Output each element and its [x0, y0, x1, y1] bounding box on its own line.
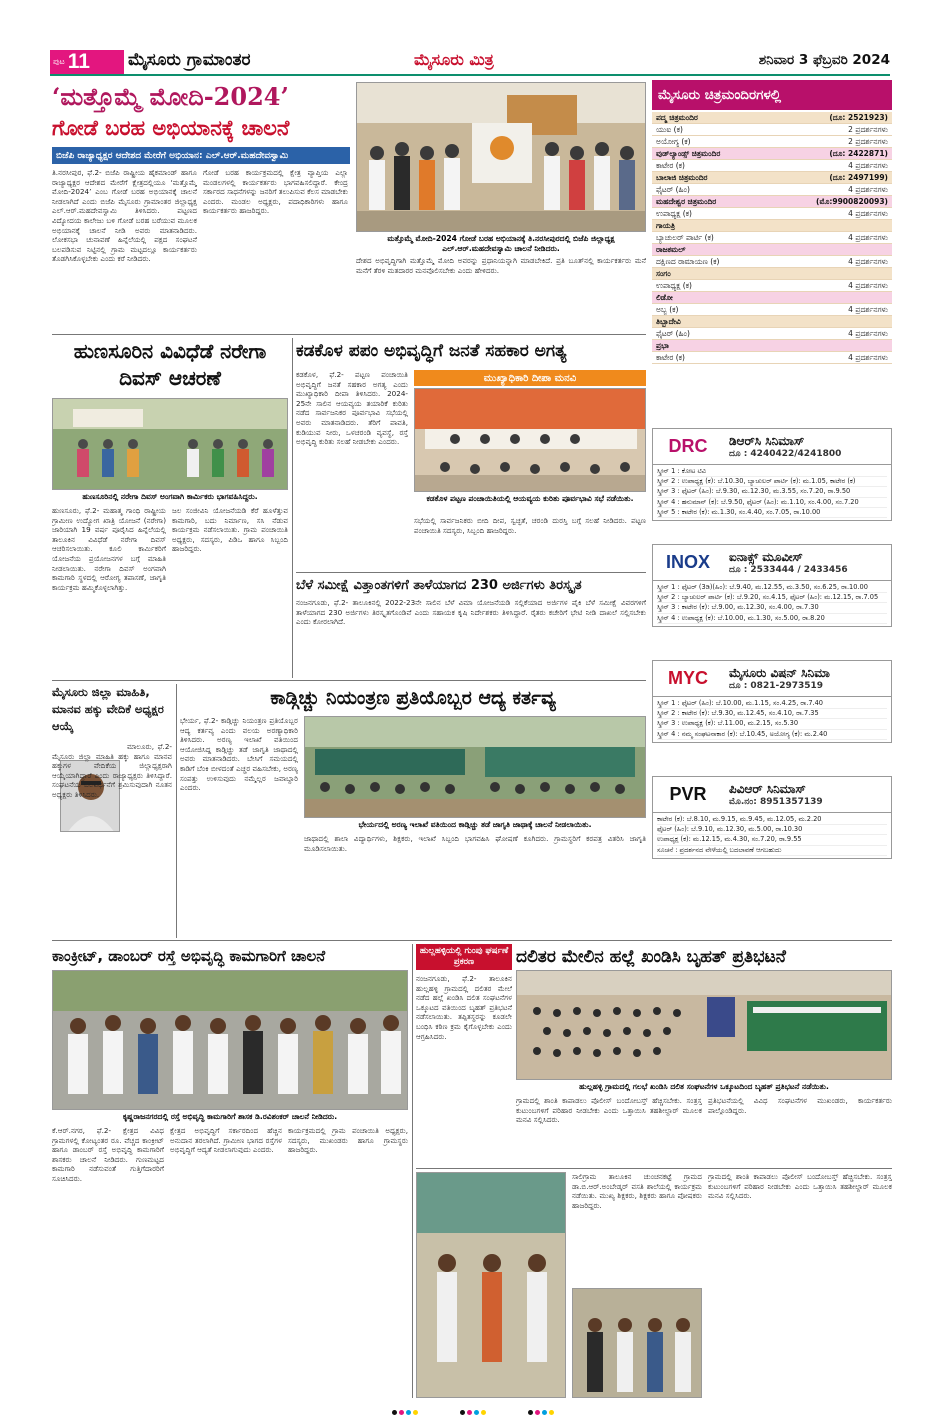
- multiplex-title-block: [723, 661, 891, 696]
- theatre-header: [652, 196, 892, 208]
- multiplex-showtimes: [653, 813, 891, 858]
- multiplex-title-block: [723, 545, 891, 580]
- protest-body-col2: ಗ್ರಾಮದಲ್ಲಿ ಶಾಂತಿ ಕಾಪಾಡಲು ಪೊಲೀಸ್ ಬಂದೋಬಸ್ತ್ ಹೆಚ್ಚಿಸಬೇಕು. ಸಂತ್ರಸ್ತ ಕುಟುಂಬಗಳಿಗೆ ಪರಿಹಾರ ನೀಡಬೇಕು ಎಂದು ಒತ್ತಾಯಿಸಿ ತಹಶೀಲ್ದಾರ್ ಮೂಲಕ ಮನವಿ ಸಲ್ಲಿಸಿದರು.: [516, 1096, 702, 1125]
- road-body-col3: ಕಾರ್ಯಕ್ರಮದಲ್ಲಿ ಗ್ರಾಮ ಪಂಚಾಯಿತಿ ಅಧ್ಯಕ್ಷರು, ಸದಸ್ಯರು, ಮುಖಂಡರು ಹಾಗೂ ಗ್ರಾಮಸ್ಥರು ಹಾಜರಿದ್ದರು.: [288, 1126, 408, 1155]
- multiplex-block: [652, 776, 892, 859]
- showtime-row: ಸ್ಕ್ರೀನ್ 4 : ಹನುಮಾನ್ (ಕ): ಬೆ.9.50, ಫೈಟರ್ (ಹಿಂ): ಮ.1.10, ಸಂ.4.00, ಸಂ.7.20: [657, 498, 887, 508]
- protest-headline: ದಲಿತರ ಮೇಲಿನ ಹಲ್ಲೆ ಖಂಡಿಸಿ ಬೃಹತ್ ಪ್ರತಿಭಟನೆ: [516, 947, 786, 967]
- film-shows: 4 ಪ್ರದರ್ಶನಗಳು: [848, 352, 888, 362]
- multiplex-header: [653, 429, 891, 465]
- multiplex-showtimes: [653, 465, 891, 520]
- cinema-table: [652, 112, 892, 364]
- protest-tag: ಹುಲ್ಲಹಳ್ಳಿಯಲ್ಲಿ ಗುಂಪು ಘರ್ಷಣೆ ಪ್ರಕರಣ: [416, 944, 512, 970]
- multiplex-header: [653, 545, 891, 581]
- protest-body-col3: ಪ್ರತಿಭಟನೆಯಲ್ಲಿ ವಿವಿಧ ಸಂಘಟನೆಗಳ ಮುಖಂಡರು, ಕಾರ್ಯಕರ್ತರು ಪಾಲ್ಗೊಂಡಿದ್ದರು.: [708, 1096, 892, 1115]
- fire-photo: [304, 716, 646, 818]
- showtime-row: ಸ್ಕ್ರೀನ್ 2 : ಉಪಾಧ್ಯಕ್ಷ (ಕ): ಬೆ.10.30, ಬ್ಯಾಚುಲರ್ ಪಾರ್ಟಿ (ಕ): ಮ.1.05, ಕಾಟೇರ (ಕ): [657, 477, 887, 487]
- hunsur-photo: [52, 398, 288, 490]
- multiplex-name: ಡಿಆರ್‌ಸಿ ಸಿನಿಮಾಸ್: [729, 434, 805, 448]
- film-shows: 4 ಪ್ರದರ್ಶನಗಳು: [848, 328, 888, 338]
- rights-headline: ಮೈಸೂರು ಜಿಲ್ಲಾ ಮಾಹಿತಿ, ಮಾನವ ಹಕ್ಕು ವೇದಿಕೆ ಅಧ್ಯಕ್ಷರ ಆಯ್ಕೆ: [52, 685, 164, 733]
- rule: [296, 572, 646, 573]
- rule: [52, 940, 892, 941]
- protest-body-col1: ನಂಜನಗೂಡು, ಫೆ.2- ತಾಲೂಕಿನ ಹುಲ್ಲಹಳ್ಳಿ ಗ್ರಾಮದಲ್ಲಿ ದಲಿತರ ಮೇಲೆ ನಡೆದ ಹಲ್ಲೆ ಖಂಡಿಸಿ ದಲಿತ ಸಂಘಟನೆಗಳ ಒಕ್ಕೂಟದ ವತಿಯಿಂದ ಬೃಹತ್ ಪ್ರತಿಭಟನೆ ನಡೆಸಲಾಯಿತು. ತಪ್ಪಿತಸ್ಥರನ್ನು ಕೂಡಲೇ ಬಂಧಿಸಿ ಕಠಿಣ ಕ್ರಮ ಕೈಗೊಳ್ಳಬೇಕು ಎಂದು ಆಗ್ರಹಿಸಿದರು.: [416, 974, 512, 1041]
- fire-body-col2: ಜಾಥಾದಲ್ಲಿ ಶಾಲಾ ವಿದ್ಯಾರ್ಥಿಗಳು, ಶಿಕ್ಷಕರು, ಇಲಾಖೆ ಸಿಬ್ಬಂದಿ ಭಾಗವಹಿಸಿ ಘೋಷಣೆ ಕೂಗಿದರು. ಗ್ರಾಮಸ್ಥರಿಗೆ ಕರಪತ್ರ ವಿತರಿಸಿ ಜಾಗೃತಿ ಮೂಡಿಸಲಾಯಿತು.: [304, 834, 646, 853]
- lead-strap: ಬಿಜೆಪಿ ರಾಜ್ಯಾಧ್ಯಕ್ಷರ ಆದೇಶದ ಮೇರೆಗೆ ಅಭಿಯಾನ: ಎಲ್.ಆರ್.ಮಹದೇವಸ್ವಾಮಿ: [52, 147, 350, 164]
- rule: [176, 684, 177, 938]
- showtime-row: ಉಪಾಧ್ಯಕ್ಷ (ಕ): ಮ.12.15, ಮ.4.30, ಸಂ.7.20, ರಾ.9.55: [657, 835, 887, 845]
- hunsur-headline: ಹುಣಸೂರಿನ ವಿವಿಧೆಡೆ ನರೇಗಾ ದಿವಸ್ ಆಚರಣೆ: [73, 339, 267, 390]
- protest-caption: ಹುಲ್ಲಹಳ್ಳಿ ಗ್ರಾಮದಲ್ಲಿ ಗಲಭೆ ಖಂಡಿಸಿ ದಲಿತ ಸಂಘಟನೆಗಳ ಒಕ್ಕೂಟದಿಂದ ಬೃಹತ್ ಪ್ರತಿಭಟನೆ ನಡೆಯಿತು.: [579, 1082, 829, 1091]
- film-row: [652, 184, 892, 196]
- showtime-row: ಸ್ಕ್ರೀನ್ 5 : ಕಾಟೇರ (ಕ): ಮ.1.30, ಸಂ.4.40, ಸಂ.7.05, ರಾ.10.00: [657, 508, 887, 518]
- issue-date: ಶನಿವಾರ 3 ಫೆಬ್ರವರಿ 2024: [758, 52, 890, 68]
- multiplex-logo: MYC: [668, 668, 708, 688]
- film-title: ಕಾಟೇರ (ಕ): [656, 352, 685, 362]
- kadakola-body-col2: ಸಭೆಯಲ್ಲಿ ಸಾರ್ವಜನಿಕರು ಬೀದಿ ದೀಪ, ಸ್ವಚ್ಛತೆ, ಚರಂಡಿ ದುರಸ್ತಿ ಬಗ್ಗೆ ಸಲಹೆ ನೀಡಿದರು. ಪಟ್ಟಣ ಪಂಚಾಯಿತಿ ಸದಸ್ಯರು, ಸಿಬ್ಬಂದಿ ಹಾಜರಿದ್ದರು.: [414, 516, 646, 535]
- multiplex-title-block: [723, 429, 891, 464]
- showtime-row: ಸ್ಕ್ರೀನ್ 1 : ಫೈಟರ್ (ಹಿಂ): ಬೆ.10.00, ಮ.1.15, ಸಂ.4.25, ರಾ.7.40: [657, 699, 887, 709]
- film-row: [652, 136, 892, 148]
- film-title: ಕಾಟೇರ (ಕ): [656, 160, 685, 170]
- film-shows: 4 ಪ್ರದರ್ಶನಗಳು: [848, 208, 888, 218]
- road-body-col1: ಕೆ.ಆರ್.ನಗರ, ಫೆ.2- ಕ್ಷೇತ್ರದ ವಿವಿಧ ಗ್ರಾಮಗಳಲ್ಲಿ ಕೋಟ್ಯಂತರ ರೂ. ವೆಚ್ಚದ ಕಾಂಕ್ರೀಟ್ ಹಾಗೂ ಡಾಂಬರ್ ರಸ್ತೆ ಅಭಿವೃದ್ಧಿ ಕಾಮಗಾರಿಗೆ ಶಾಸಕರು ಚಾಲನೆ ನೀಡಿದರು. ಗುಣಮಟ್ಟದ ಕಾಮಗಾರಿ ನಡೆಸುವಂತೆ ಗುತ್ತಿಗೆದಾರರಿಗೆ ಸೂಚಿಸಿದರು.: [52, 1126, 164, 1183]
- film-title: ಉಪಾಧ್ಯಕ್ಷ (ಕ): [656, 208, 692, 218]
- theatre-name: ರಾಜಕಮಲ್: [656, 244, 686, 254]
- theatre-name: ಬಾಲಾಜಿ ಚಿತ್ರಮಂದಿರ: [656, 172, 708, 182]
- film-title: ಯುಐ (ಕ): [656, 124, 683, 134]
- showtime-row: ಕಾಟೇರ (ಕ): ಬೆ.8.10, ಮ.9.15, ಮ.9.45, ಮ.12.05, ಮ.2.20: [657, 815, 887, 825]
- kadakola-photo-image: [415, 389, 646, 492]
- film-shows: 4 ಪ್ರದರ್ಶನಗಳು: [848, 184, 888, 194]
- showtime-row: ಫೈಟರ್ (ಹಿಂ): ಬೆ.9.10, ಮ.12.30, ಮ.5.00, ರಾ.10.30: [657, 825, 887, 835]
- theatre-phone: (ಮೊ:9900820093): [816, 196, 888, 206]
- kadakola-body-col1: ಕಡಕೊಳ, ಫೆ.2- ಪಟ್ಟಣ ಪಂಚಾಯಿತಿ ಅಭಿವೃದ್ಧಿಗೆ ಜನತೆ ಸಹಕಾರ ಅಗತ್ಯ ಎಂದು ಮುಖ್ಯಾಧಿಕಾರಿ ದೀಪಾ ತಿಳಿಸಿದರು. 2024-25ನೇ ಸಾಲಿನ ಆಯವ್ಯಯ ತಯಾರಿಕೆ ಕುರಿತು ನಡೆದ ಸಾರ್ವಜನಿಕರ ಪೂರ್ವಭಾವಿ ಸಭೆಯಲ್ಲಿ ಅವರು ಮಾತನಾಡಿದರು. ತೆರಿಗೆ ಪಾವತಿ, ಕುಡಿಯುವ ನೀರು, ಒಳಚರಂಡಿ ವ್ಯವಸ್ಥೆ, ರಸ್ತೆ ಅಭಿವೃದ್ಧಿ ಕುರಿತು ಸಲಹೆ ನೀಡಬೇಕು ಎಂದರು.: [296, 370, 408, 447]
- protest-photo: [516, 970, 892, 1080]
- multiplex-phone: ದೂ : 0821-2973519: [729, 681, 824, 691]
- hunsur-body-col1: ಹುಣಸೂರು, ಫೆ.2- ಮಹಾತ್ಮ ಗಾಂಧಿ ರಾಷ್ಟ್ರೀಯ ಗ್ರಾಮೀಣ ಉದ್ಯೋಗ ಖಾತ್ರಿ ಯೋಜನೆ (ನರೇಗಾ) ಜಾರಿಯಾಗಿ 19 ವರ್ಷ ಪೂರೈಸಿದ ಹಿನ್ನೆಲೆಯಲ್ಲಿ ತಾಲೂಕಿನ ವಿವಿಧೆಡೆ ನರೇಗಾ ದಿವಸ್ ಆಚರಿಸಲಾಯಿತು. ಕೂಲಿ ಕಾರ್ಮಿಕರಿಗೆ ಯೋಜನೆಯ ಪ್ರಯೋಜನಗಳ ಬಗ್ಗೆ ಮಾಹಿತಿ ನೀಡಲಾಯಿತು. ನರೇಗಾ ದಿವಸ್ ಅಂಗವಾಗಿ ಕಾಮಗಾರಿ ಸ್ಥಳದಲ್ಲಿ ಆರೋಗ್ಯ ತಪಾಸಣೆ, ಜಾಗೃತಿ ಕಾರ್ಯಕ್ರಮ ಹಮ್ಮಿಕೊಳ್ಳಲಾಗಿತ್ತು.: [52, 506, 166, 592]
- showtime-row: ಸ್ಕ್ರೀನ್ 3 : ಉಪಾಧ್ಯಕ್ಷ (ಕ): ಬೆ.11.00, ಮ.2.15, ಸಂ.5.30: [657, 719, 887, 729]
- multiplex-phone: ದೂ : 2533444 / 2433456: [729, 565, 848, 575]
- theatre-header: [652, 172, 892, 184]
- theatre-name: ಲಿಡೋ: [656, 292, 673, 302]
- rule: [292, 338, 293, 678]
- multiplex-block: [652, 660, 892, 743]
- theatre-header: [652, 340, 892, 352]
- multiplex-title-block: [723, 777, 891, 812]
- theatre-header: [652, 316, 892, 328]
- film-title: ದಕ್ಷಿಣದ ರಾಮಾಯಣ (ಕ): [656, 256, 720, 266]
- section-title: ಮೈಸೂರು ಗ್ರಾಮಾಂತರ: [128, 50, 251, 70]
- film-title: ಫೈಟರ್ (ಹಿಂ): [656, 184, 690, 194]
- theatre-header: [652, 148, 892, 160]
- fire-body-col1: ಭೇರ್ಯ, ಫೆ.2- ಕಾಡ್ಗಿಚ್ಚು ನಿಯಂತ್ರಣ ಪ್ರತಿಯೊಬ್ಬರ ಆದ್ಯ ಕರ್ತವ್ಯ ಎಂದು ವಲಯ ಅರಣ್ಯಾಧಿಕಾರಿ ತಿಳಿಸಿದರು. ಅರಣ್ಯ ಇಲಾಖೆ ವತಿಯಿಂದ ಆಯೋಜಿಸಿದ್ದ ಕಾಡ್ಗಿಚ್ಚು ತಡೆ ಜಾಗೃತಿ ಜಾಥಾದಲ್ಲಿ ಅವರು ಮಾತನಾಡಿದರು. ಬೇಸಿಗೆ ಸಮಯದಲ್ಲಿ ಕಾಡಿಗೆ ಬೆಂಕಿ ಬೀಳದಂತೆ ಎಚ್ಚರ ವಹಿಸಬೇಕು, ಅರಣ್ಯ ಸಂಪತ್ತು ಉಳಿಸುವುದು ನಮ್ಮೆಲ್ಲರ ಜವಾಬ್ದಾರಿ ಎಂದರು.: [180, 716, 298, 793]
- film-row: [652, 232, 892, 244]
- multiplex-block: [652, 428, 892, 521]
- reg-mark-left: [391, 1400, 419, 1419]
- showtime-row: ಸೂಚನೆ : ಪ್ರದರ್ಶನದ ವೇಳೆಯಲ್ಲಿ ಬದಲಾವಣೆ ಆಗಬಹುದು: [657, 846, 887, 856]
- film-shows: 2 ಪ್ರದರ್ಶನಗಳು: [848, 136, 888, 146]
- school-photo-right: [572, 1288, 702, 1398]
- kadakola-headline: ಕಡಕೊಳ ಪಪಂ ಅಭಿವೃದ್ಧಿಗೆ ಜನತೆ ಸಹಕಾರ ಅಗತ್ಯ: [296, 341, 567, 361]
- showtime-row: ಸ್ಕ್ರೀನ್ 3 : ಫೈಟರ್ (ಹಿಂ): ಬೆ.9.30, ಮ.12.30, ಮ.3.55, ಸಂ.7.20, ರಾ.9.50: [657, 487, 887, 497]
- film-shows: 4 ಪ್ರದರ್ಶನಗಳು: [848, 280, 888, 290]
- school-photo-right-image: [573, 1289, 702, 1398]
- protest-body-col4: ಗ್ರಾಮದಲ್ಲಿ ಶಾಂತಿ ಕಾಪಾಡಲು ಪೊಲೀಸ್ ಬಂದೋಬಸ್ತ್ ಹೆಚ್ಚಿಸಬೇಕು. ಸಂತ್ರಸ್ತ ಕುಟುಂಬಗಳಿಗೆ ಪರಿಹಾರ ನೀಡಬೇಕು ಎಂದು ಒತ್ತಾಯಿಸಿ ತಹಶೀಲ್ದಾರ್ ಮೂಲಕ ಮನವಿ ಸಲ್ಲಿಸಿದರು.: [708, 1172, 892, 1201]
- theatre-name: ವುಡ್‌ಲ್ಯಾಂಡ್ಸ್ ಚಿತ್ರಮಂದಿರ: [656, 148, 721, 158]
- cinema-header: [652, 80, 892, 110]
- film-shows: 4 ಪ್ರದರ್ಶನಗಳು: [848, 256, 888, 266]
- multiplex-logo: DRC: [668, 436, 708, 456]
- fire-caption: ಭೇರ್ಯದಲ್ಲಿ ಅರಣ್ಯ ಇಲಾಖೆ ವತಿಯಿಂದ ಕಾಡ್ಗಿಚ್ಚು ತಡೆ ಜಾಗೃತಿ ಜಾಥಾಕ್ಕೆ ಚಾಲನೆ ನೀಡಲಾಯಿತು.: [358, 820, 592, 829]
- lead-body-col2: ಗೋಡೆ ಬರಹ ಕಾರ್ಯಕ್ರಮದಲ್ಲಿ ಕ್ಷೇತ್ರ ವ್ಯಾಪ್ತಿಯ ಎಲ್ಲಾ ಮಂಡಲಗಳಲ್ಲಿ ಕಾರ್ಯಕರ್ತರು ಭಾಗವಹಿಸಲಿದ್ದಾರೆ. ಕೇಂದ್ರ ಸರ್ಕಾರದ ಸಾಧನೆಗಳನ್ನು ಜನರಿಗೆ ತಲುಪಿಸುವ ಕೆಲಸ ಮಾಡಬೇಕು ಎಂದರು. ಮಂಡಲ ಅಧ್ಯಕ್ಷರು, ಪದಾಧಿಕಾರಿಗಳು ಹಾಗೂ ಕಾರ್ಯಕರ್ತರು ಹಾಜರಿದ್ದರು.: [203, 168, 348, 216]
- multiplex-logo: PVR: [669, 784, 707, 804]
- hunsur-caption: ಹುಣಸೂರಿನಲ್ಲಿ ನರೇಗಾ ದಿವಸ್ ಅಂಗವಾಗಿ ಕಾರ್ಮಿಕರು ಭಾಗವಹಿಸಿದ್ದರು.: [82, 492, 258, 501]
- paper-name: ಮೈಸೂರು ಮಿತ್ರ: [414, 50, 494, 69]
- road-caption: ಕೃಷ್ಣರಾಜನಗರದಲ್ಲಿ ರಸ್ತೆ ಅಭಿವೃದ್ಧಿ ಕಾಮಗಾರಿಗೆ ಶಾಸಕ ಡಿ.ರವಿಶಂಕರ್ ಚಾಲನೆ ನೀಡಿದರು.: [122, 1112, 338, 1121]
- film-row: [652, 280, 892, 292]
- fire-photo-image: [305, 717, 646, 818]
- multiplex-showtimes: [653, 581, 891, 626]
- page-label: ಪುಟ: [53, 57, 65, 66]
- multiplex-block: [652, 544, 892, 627]
- theatre-header: [652, 292, 892, 304]
- showtime-row: ಸ್ಕ್ರೀನ್ 3 : ಕಾಟೇರ (ಕ): ಬೆ.9.00, ಮ.12.30, ಸಂ.4.00, ರಾ.7.30: [657, 603, 887, 613]
- lead-caption: ಮತ್ತೊಮ್ಮೆ ಮೋದಿ-2024 ಗೋಡೆ ಬರಹ ಅಭಿಯಾನಕ್ಕೆ ತಿ.ನರಸೀಪುರದಲ್ಲಿ ಬಿಜೆಪಿ ಜಿಲ್ಲಾಧ್ಯಕ್ಷ ಎಲ್.ಆರ್.ಮಹದೇವಸ್ವಾಮಿ ಚಾಲನೆ ನೀಡಿದರು.: [387, 234, 615, 253]
- registration-marks: [0, 1404, 945, 1414]
- page-number-box: [50, 50, 124, 74]
- film-row: [652, 208, 892, 220]
- film-row: [652, 256, 892, 268]
- film-title: ಅಯೋಗ್ಯ (ಕ): [656, 136, 691, 146]
- theatre-name: ಸಂಗಂ: [656, 268, 671, 278]
- lead-body-col1: ತಿ.ನರಸೀಪುರ, ಫೆ.2- ಬಿಜೆಪಿ ರಾಷ್ಟ್ರೀಯ ಹೈಕಮಾಂಡ್ ಹಾಗೂ ರಾಜ್ಯಾಧ್ಯಕ್ಷರ ಆದೇಶದ ಮೇರೆಗೆ ಕ್ಷೇತ್ರದಲ್ಲಿಯೂ ‘ಮತ್ತೊಮ್ಮೆ ಮೋದಿ-2024’ ಎಂಬ ಗೋಡೆ ಬರಹ ಅಭಿಯಾನಕ್ಕೆ ಚಾಲನೆ ನೀಡಲಾಗಿದೆ ಎಂದು ಬಿಜೆಪಿ ಮೈಸೂರು ಗ್ರಾಮಾಂತರ ಜಿಲ್ಲಾಧ್ಯಕ್ಷ ಎಲ್.ಆರ್.ಮಹದೇವಸ್ವಾಮಿ ತಿಳಿಸಿದರು. ಪಟ್ಟಣದ ವಿದ್ಯೋದಯ ಕಾಲೇಜು ಬಳಿ ಗೋಡೆ ಬರಹ ಬರೆಯುವ ಮೂಲಕ ಅಭಿಯಾನಕ್ಕೆ ಚಾಲನೆ ನೀಡಿ ಅವರು ಮಾತನಾಡಿದರು. ಲೋಕಸಭಾ ಚುನಾವಣೆ ಹಿನ್ನೆಲೆಯಲ್ಲಿ ಪಕ್ಷದ ಸಂಘಟನೆ ಬಲಪಡಿಸುವ ನಿಟ್ಟಿನಲ್ಲಿ ಗ್ರಾಮ ಮಟ್ಟದಲ್ಲೂ ಕಾರ್ಯಕರ್ತರು ತೊಡಗಿಸಿಕೊಳ್ಳಬೇಕು ಎಂದು ಕರೆ ನೀಡಿದರು.: [52, 168, 197, 264]
- fire-headline: ಕಾಡ್ಗಿಚ್ಚು ನಿಯಂತ್ರಣ ಪ್ರತಿಯೊಬ್ಬರ ಆದ್ಯ ಕರ್ತವ್ಯ: [270, 687, 556, 709]
- theatre-header: [652, 112, 892, 124]
- road-body-col2: ಕ್ಷೇತ್ರದ ಅಭಿವೃದ್ಧಿಗೆ ಸರ್ಕಾರದಿಂದ ಹೆಚ್ಚಿನ ಅನುದಾನ ತರಲಾಗಿದೆ. ಗ್ರಾಮೀಣ ಭಾಗದ ರಸ್ತೆಗಳ ಅಭಿವೃದ್ಧಿಗೆ ಆದ್ಯತೆ ನೀಡಲಾಗುವುದು ಎಂದರು.: [170, 1126, 282, 1155]
- theatre-name: ಪದ್ಮ ಚಿತ್ರಮಂದಿರ: [656, 112, 698, 122]
- film-row: [652, 304, 892, 316]
- rule: [52, 334, 646, 335]
- multiplex-phone: ದೂ : 4240422/4241800: [729, 449, 842, 459]
- theatre-name: ಪ್ರಭಾ: [656, 340, 669, 350]
- multiplex-name: ಐನಾಕ್ಸ್ ಮೂವೀಸ್: [729, 550, 803, 564]
- road-photo-image: [53, 971, 408, 1110]
- multiplex-name: ಪಿವಿಆರ್ ಸಿನಿಮಾಸ್: [729, 782, 806, 796]
- multiplex-name: ಮೈಸೂರು ವಿಷನ್ ಸಿನಿಮಾ: [729, 666, 830, 680]
- lead-body-col3: ದೇಶದ ಅಭಿವೃದ್ಧಿಗಾಗಿ ಮತ್ತೊಮ್ಮೆ ಮೋದಿ ಅವರನ್ನು ಪ್ರಧಾನಿಯನ್ನಾಗಿ ಮಾಡಬೇಕಿದೆ. ಪ್ರತಿ ಬೂತ್‌ನಲ್ಲಿ ಕಾರ್ಯಕರ್ತರು ಮನೆ ಮನೆಗೆ ತೆರಳಿ ಮತದಾರರ ಮನವೊಲಿಸಬೇಕು ಎಂದು ಹೇಳಿದರು.: [356, 256, 646, 275]
- kadakola-photo: [414, 388, 646, 492]
- bele-body: ನಂಜನಗೂಡು, ಫೆ.2- ತಾಲೂಕಿನಲ್ಲಿ 2022-23ನೇ ಸಾಲಿನ ಬೆಳೆ ವಿಮಾ ಯೋಜನೆಯಡಿ ಸಲ್ಲಿಕೆಯಾದ ಅರ್ಜಿಗಳ ಪೈಕಿ ಬೆಳೆ ಸಮೀಕ್ಷೆ ವಿವರಗಳಿಗೆ ತಾಳೆಯಾಗದ 230 ಅರ್ಜಿಗಳು ತಿರಸ್ಕೃತಗೊಂಡಿವೆ ಎಂದು ಸಹಾಯಕ ಕೃಷಿ ನಿರ್ದೇಶಕರು ತಿಳಿಸಿದ್ದಾರೆ. ರೈತರು ಕಚೇರಿಗೆ ಭೇಟಿ ನೀಡಿ ದಾಖಲೆ ಸಲ್ಲಿಸಬೇಕು ಎಂದು ಕೋರಲಾಗಿದೆ.: [296, 598, 646, 627]
- showtime-row: ಸ್ಕ್ರೀನ್ 2 : ಬ್ಯಾಚುಲರ್ ಪಾರ್ಟಿ (ಕ): ಬೆ.9.20, ಸಂ.4.15, ಫೈಟರ್ (ಹಿಂ): ಮ.12.15, ರಾ.7.05: [657, 593, 887, 603]
- film-title: ಬ್ಯಾಚುಲರ್ ಪಾರ್ಟಿ (ಕ): [656, 232, 714, 242]
- reg-mark-right: [527, 1400, 555, 1419]
- theatre-header: [652, 220, 892, 232]
- multiplex-showtimes: [653, 697, 891, 742]
- film-title: ಫೈಟರ್ (ಹಿಂ): [656, 328, 690, 338]
- theatre-phone: (ದೂ: 2521923): [829, 112, 888, 122]
- cinema-title: ಮೈಸೂರು ಚಿತ್ರಮಂದಿರಗಳಲ್ಲಿ: [658, 87, 782, 103]
- kadakola-caption: ಕಡಕೊಳ ಪಟ್ಟಣ ಪಂಚಾಯಿತಿಯಲ್ಲಿ ಆಯವ್ಯಯ ಕುರಿತು ಪೂರ್ವಭಾವಿ ಸಭೆ ನಡೆಯಿತು.: [426, 494, 634, 503]
- theatre-header: [652, 244, 892, 256]
- theatre-phone: (ದೂ: 2497199): [829, 172, 888, 182]
- film-shows: 4 ಪ್ರದರ್ಶನಗಳು: [848, 232, 888, 242]
- film-shows: 2 ಪ್ರದರ್ಶನಗಳು: [848, 124, 888, 134]
- theatre-name: ಮಹದೇಶ್ವರ ಚಿತ್ರಮಂದಿರ: [656, 196, 717, 206]
- reg-mark-center: [459, 1400, 487, 1419]
- showtime-row: ಸ್ಕ್ರೀನ್ 1 : ಫೈಟರ್ (3ಡಿ)(ಹಿಂ): ಬೆ.9.40, ಮ.12.55, ಮ.3.50, ಸಂ.6.25, ರಾ.10.00: [657, 583, 887, 593]
- rule: [52, 680, 646, 681]
- bele-headline: ಬೆಳೆ ಸಮೀಕ್ಷೆ ವಿತ್ತಾಂತಗಳಿಗೆ ತಾಳೆಯಾಗದ 230 ಅರ್ಜಿಗಳು ತಿರಸ್ಕೃತ: [296, 578, 582, 593]
- lead-headline-2: ಗೋಡೆ ಬರಹ ಅಭಿಯಾನಕ್ಕೆ ಚಾಲನೆ: [52, 116, 290, 140]
- film-shows: 4 ಪ್ರದರ್ಶನಗಳು: [848, 304, 888, 314]
- showtime-row: ಸ್ಕ್ರೀನ್ 4 : ನಮ್ಮ ಸಂಘಟನಾಕಾರ (ಕ): ಬೆ.10.45, ಅಯೋಗ್ಯ (ಕ): ಮ.2.40: [657, 730, 887, 740]
- road-headline: ಕಾಂಕ್ರೀಟ್, ಡಾಂಬರ್ ರಸ್ತೆ ಅಭಿವೃದ್ಧಿ ಕಾಮಗಾರಿಗೆ ಚಾಲನೆ: [52, 947, 326, 965]
- showtime-row: ಸ್ಕ್ರೀನ್ 1 : ಕೋಟ ಟಿವಿ: [657, 467, 887, 477]
- hunsur-body-col2: ಜಲ ಸಂಜೀವಿನಿ ಯೋಜನೆಯಡಿ ಕೆರೆ ಹೂಳೆತ್ತುವ ಕಾಮಗಾರಿ, ಬದು ನಿರ್ಮಾಣ, ಸಸಿ ನೆಡುವ ಕಾರ್ಯಕ್ರಮ ನಡೆಸಲಾಯಿತು. ಗ್ರಾಮ ಪಂಚಾಯಿತಿ ಅಧ್ಯಕ್ಷರು, ಸದಸ್ಯರು, ಪಿಡಿಒ ಹಾಗೂ ಸಿಬ್ಬಂದಿ ಹಾಜರಿದ್ದರು.: [172, 506, 288, 554]
- theatre-name: ಗಾಯತ್ರಿ: [656, 220, 676, 230]
- rights-body: ಮಾಲೂರು, ಫೆ.2- ಮೈಸೂರು ಜಿಲ್ಲಾ ಮಾಹಿತಿ ಹಕ್ಕು ಹಾಗೂ ಮಾನವ ಹಕ್ಕುಗಳ ವೇದಿಕೆಯ ಜಿಲ್ಲಾಧ್ಯಕ್ಷರಾಗಿ ಆಯ್ಕೆಯಾಗಿದ್ದಾರೆ ಎಂದು ರಾಜ್ಯಾಧ್ಯಕ್ಷರು ತಿಳಿಸಿದ್ದಾರೆ. ಸಂಘಟನೆಯ ಬಲವರ್ಧನೆಗೆ ಶ್ರಮಿಸುವುದಾಗಿ ನೂತನ ಅಧ್ಯಕ್ಷರು ತಿಳಿಸಿದರು.: [52, 742, 172, 799]
- film-shows: 4 ಪ್ರದರ್ಶನಗಳು: [848, 160, 888, 170]
- protest-photo-image: [517, 971, 892, 1080]
- rule: [412, 944, 413, 1398]
- multiplex-header: [653, 777, 891, 813]
- lead-headline-1: ‘ಮತ್ತೊಮ್ಮೆ ಮೋದಿ-2024’: [52, 82, 289, 111]
- kadakola-tag: ಮುಖ್ಯಾಧಿಕಾರಿ ದೀಪಾ ಮನವಿ: [414, 370, 646, 386]
- multiplex-header: [653, 661, 891, 697]
- page-number: 11: [67, 50, 90, 73]
- multiplex-phone: ಮೊ.ನಂ: 8951357139: [729, 797, 823, 807]
- school-photo-left: [416, 1172, 566, 1398]
- school-photo-left-image: [417, 1173, 566, 1398]
- film-row: [652, 352, 892, 364]
- showtime-row: ಸ್ಕ್ರೀನ್ 2 : ಕಾಟೇರ (ಕ): ಬೆ.9.30, ಮ.12.45, ಸಂ.4.10, ರಾ.7.35: [657, 709, 887, 719]
- multiplex-logo: INOX: [665, 552, 710, 572]
- lead-photo-image: [357, 83, 646, 232]
- film-title: ಉಪಾಧ್ಯಕ್ಷ (ಕ): [656, 280, 692, 290]
- rule: [416, 1168, 892, 1169]
- ambedkar-body: ಸಾಲಿಗ್ರಾಮ ತಾಲೂಕಿನ ಚುಂಚನಕಟ್ಟೆ ಗ್ರಾಮದ ಡಾ.ಬಿ.ಆರ್.ಅಂಬೇಡ್ಕರ್ ವಸತಿ ಶಾಲೆಯಲ್ಲಿ ಕಾರ್ಯಕ್ರಮ ನಡೆಯಿತು. ಮುಖ್ಯ ಶಿಕ್ಷಕರು, ಶಿಕ್ಷಕರು ಹಾಗೂ ಪೋಷಕರು ಹಾಜರಿದ್ದರು.: [572, 1172, 702, 1210]
- film-row: [652, 124, 892, 136]
- road-photo: [52, 970, 408, 1110]
- theatre-name: ತಿಬ್ಬಾದೇವಿ: [656, 316, 681, 326]
- hunsur-photo-image: [53, 399, 288, 490]
- theatre-phone: (ದೂ: 2422871): [829, 148, 888, 158]
- lead-photo: [356, 82, 646, 232]
- film-title: ಅಬ್ಬ (ಕ): [656, 304, 679, 314]
- showtime-row: ಸ್ಕ್ರೀನ್ 4 : ಉಪಾಧ್ಯಕ್ಷ (ಕ): ಬೆ.10.00, ಮ.1.30, ಸಂ.5.00, ರಾ.8.20: [657, 614, 887, 624]
- film-row: [652, 328, 892, 340]
- film-row: [652, 160, 892, 172]
- theatre-header: [652, 268, 892, 280]
